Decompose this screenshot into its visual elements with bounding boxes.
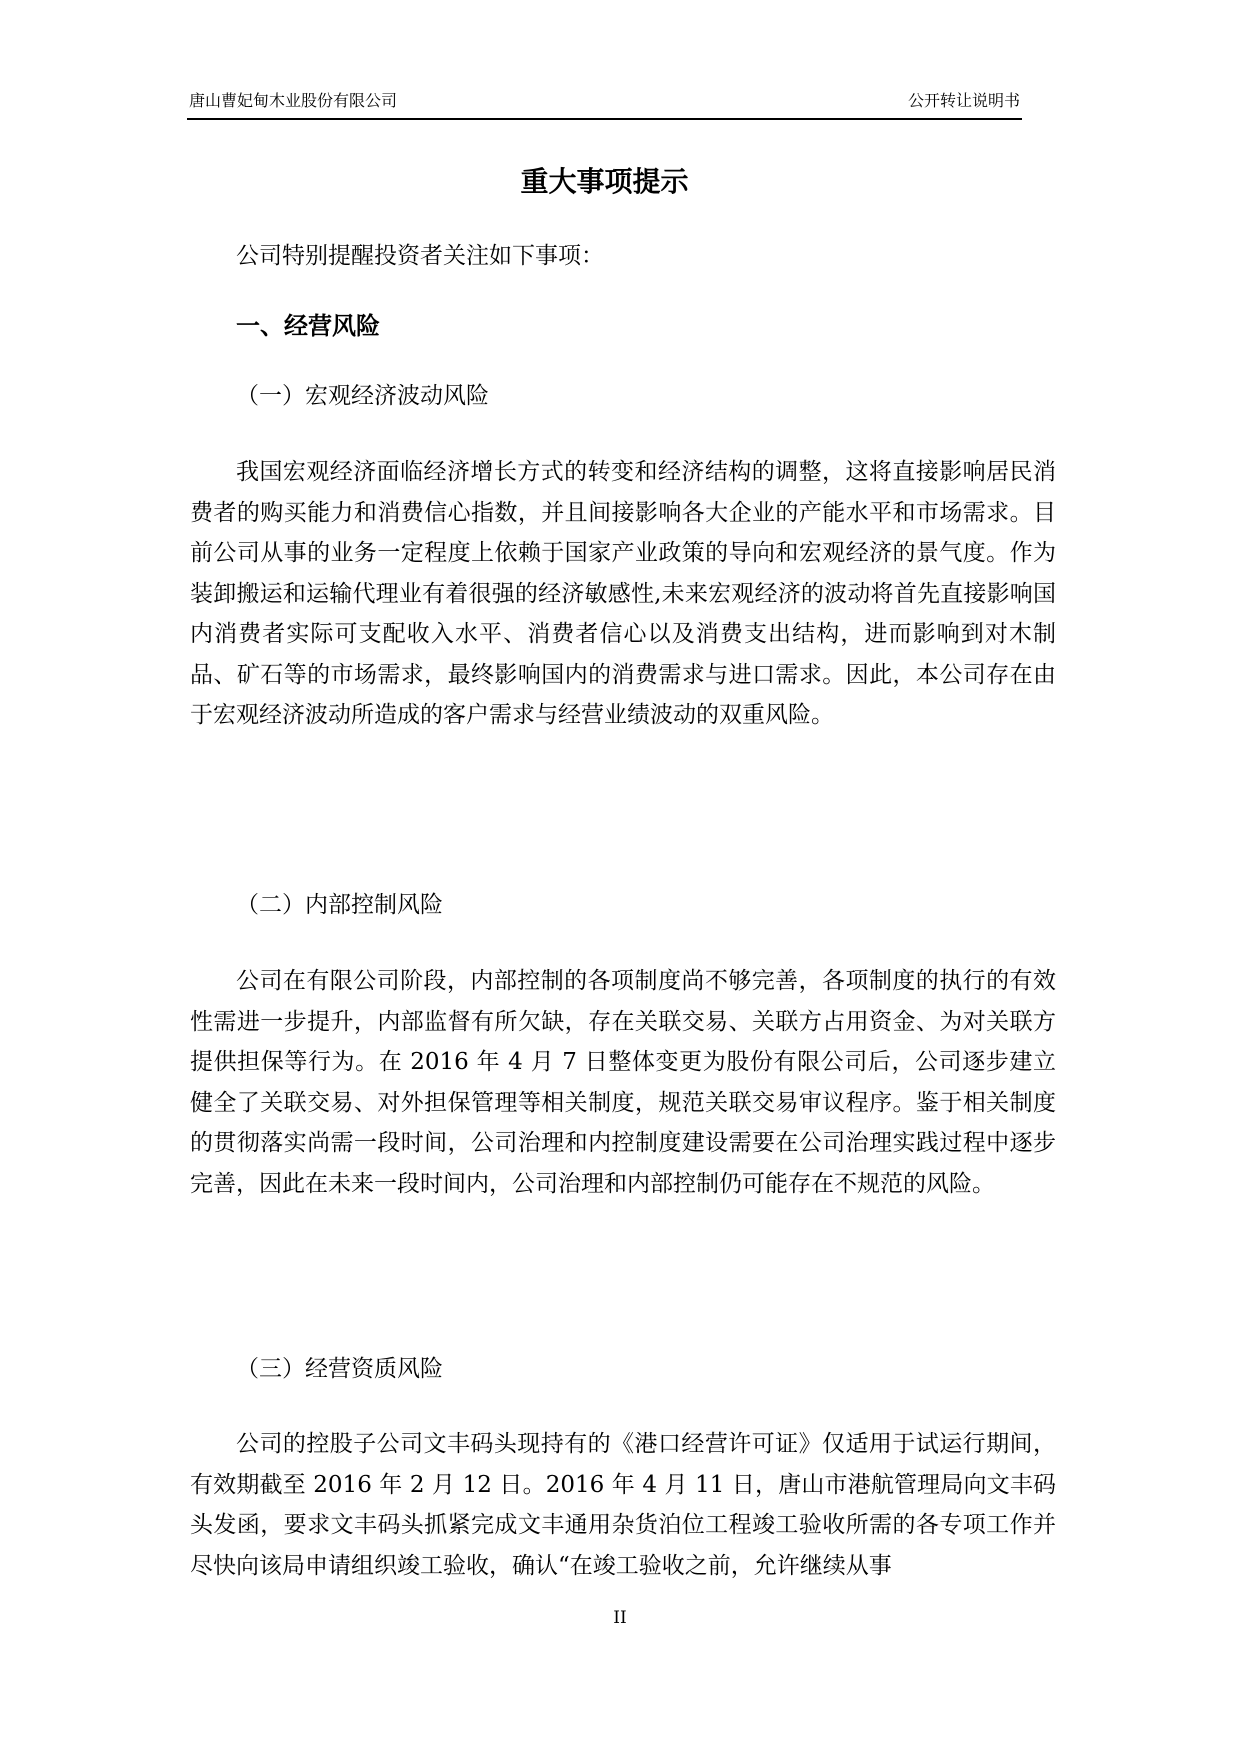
subsection-heading-qualification-risk: （三）经营资质风险 — [236, 1356, 443, 1382]
page-number: II — [613, 1608, 627, 1628]
paragraph-qualification-risk: 公司的控股子公司文丰码头现持有的《港口经营许可证》仅适用于试运行期间，有效期截至 2016 年 2 月 12 日。2016 年 4 月 11 日，唐山市港航管理局向文丰码头发函，要求文丰码头抓紧完成文丰通用杂货泊位工程竣工验收所需的各专项工作并尽快向该局申请组织竣工验收，确认“在竣工验收之前，允许继续从事 — [190, 1431, 1056, 1579]
subsection-heading-macro-risk: （一）宏观经济波动风险 — [236, 383, 489, 409]
header-document-type: 公开转让说明书 — [907, 91, 1020, 110]
paragraph-internal-control-risk: 公司在有限公司阶段，内部控制的各项制度尚不够完善，各项制度的执行的有效性需进一步提升，内部监督有所欠缺，存在关联交易、关联方占用资金、为对关联方提供担保等行为。在 2016 年 4 月 7 日整体变更为股份有限公司后，公司逐步建立健全了关联交易、对外担保管理等相关制度，规范关联交易审议程序。鉴于相关制度的贯彻落实尚需一段时间，公司治理和内控制度建设需要在公司治理实践过程中逐步完善，因此在未来一段时间内，公司治理和内部控制仍可能存在不规范的风险。 — [190, 968, 1056, 1197]
intro-text: 公司特别提醒投资者关注如下事项： — [236, 243, 604, 269]
subsection-heading-internal-control-risk: （二）内部控制风险 — [236, 892, 443, 918]
page-header — [187, 86, 1022, 120]
section-heading-operating-risk: 一、经营风险 — [236, 311, 380, 340]
paragraph-macro-risk: 我国宏观经济面临经济增长方式的转变和经济结构的调整，这将直接影响居民消费者的购买能力和消费信心指数，并且间接影响各大企业的产能水平和市场需求。目前公司从事的业务一定程度上依赖于国家产业政策的导向和宏观经济的景气度。作为装卸搬运和运输代理业有着很强的经济敏感性,未来宏观经济的波动将首先直接影响国内消费者实际可支配收入水平、消费者信心以及消费支出结构，进而影响到对木制品、矿石等的市场需求，最终影响国内的消费需求与进口需求。因此，本公司存在由于宏观经济波动所造成的客户需求与经营业绩波动的双重风险。 — [190, 459, 1056, 728]
page-title: 重大事项提示 — [520, 165, 689, 198]
header-company-name: 唐山曹妃甸木业股份有限公司 — [189, 91, 398, 110]
